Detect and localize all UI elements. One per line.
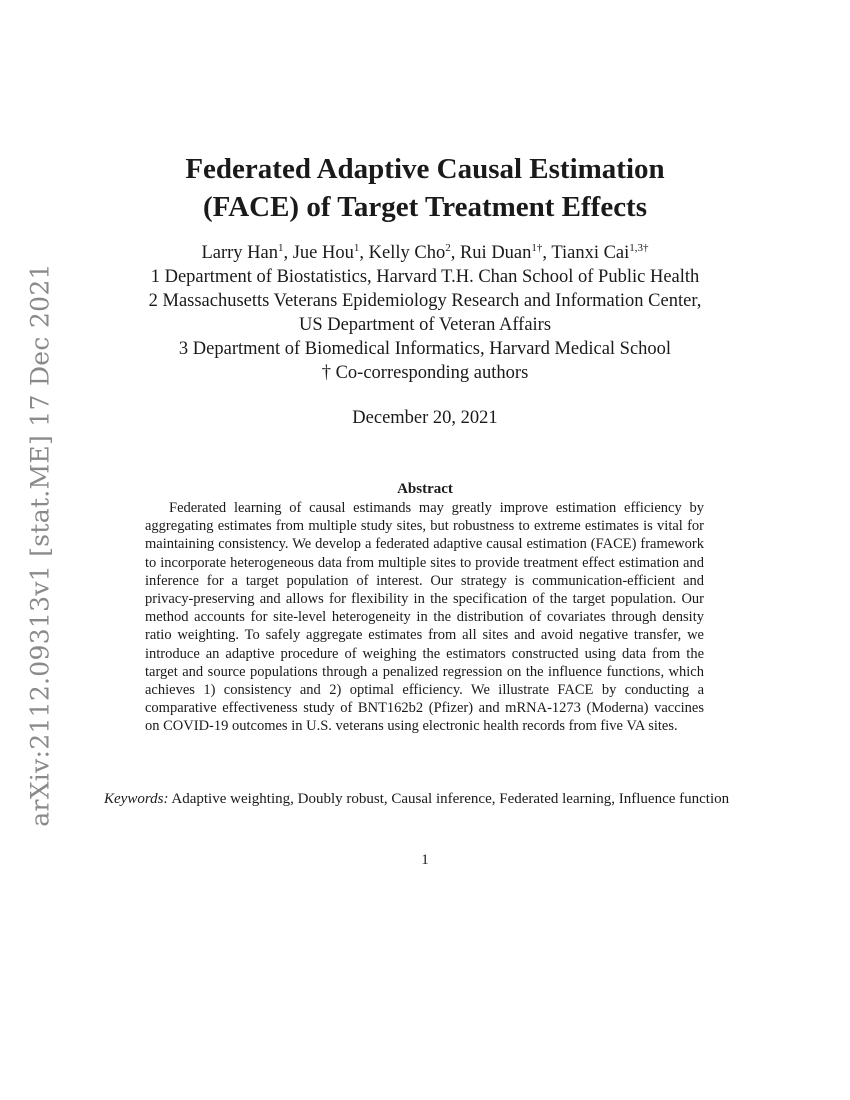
affiliation-2-line-1: 2 Massachusetts Veterans Epidemiology Research and Information Center, xyxy=(148,291,702,311)
keywords-label: Keywords: xyxy=(104,791,169,807)
title-line-2: (FACE) of Target Treatment Effects xyxy=(202,191,648,223)
abstract-body: Federated learning of causal estimands may greatly improve estimation efficiency by aggregating estimates from multiple study sites, but robustness to extreme estimates is vital for maintaining consistency. We develop a federated adaptive causal estimation (FACE) framework to incorporate heterogeneous data from multiple sites to provide treatment effect estimation and inference for a target population of interest. Our strategy is communication-efficient and privacy-preserving and allows for flexibility in the specification of the target population. Our method accounts for site-level heterogeneity in the distribution of covariates through density ratio weighting. To safely aggregate estimates from all sites and avoid negative transfer, we introduce an adaptive procedure of weighing the estimators constructed using data from the target and source populations through a penalized regression on the influence functions, which achieves 1) consistency and 2) optimal efficiency. We illustrate FACE by conducting a comparative effectiveness study of BNT162b2 (Pfizer) and mRNA-1273 (Moderna) vaccines on COVID-19 outcomes in U.S. veterans using electronic health records from five VA sites. xyxy=(145,500,704,735)
paper-title xyxy=(100,150,750,226)
author-separator: , xyxy=(283,243,293,263)
author-list xyxy=(60,241,790,265)
author-separator: , xyxy=(359,243,369,263)
author-separator: , xyxy=(450,243,460,263)
corresponding-author-note: † Co-corresponding authors xyxy=(321,363,529,383)
author-affiliation-mark: 2 xyxy=(445,242,451,254)
affiliation-2-line-2: US Department of Veteran Affairs xyxy=(298,315,552,335)
keywords-text: Adaptive weighting, Doubly robust, Causal inference, Federated learning, Influence function xyxy=(171,791,730,807)
abstract-heading: Abstract xyxy=(397,481,453,497)
author-name: Kelly Cho xyxy=(368,243,446,263)
author-separator: , xyxy=(542,243,552,263)
author-name: Tianxi Cai xyxy=(551,243,630,263)
keywords-section xyxy=(104,789,764,809)
author-affiliation-mark: 1,3† xyxy=(629,242,649,254)
page-number: 1 xyxy=(421,852,429,868)
arxiv-identifier-stamp: arXiv:2112.09313v1 [stat.ME] 17 Dec 2021 xyxy=(25,263,55,827)
author-block xyxy=(60,241,790,385)
publication-date: December 20, 2021 xyxy=(352,408,498,428)
affiliation-3: 3 Department of Biomedical Informatics, Harvard Medical School xyxy=(178,339,672,359)
author-name: Rui Duan xyxy=(459,243,532,263)
title-line-1: Federated Adaptive Causal Estimation xyxy=(185,153,665,185)
affiliation-1: 1 Department of Biostatistics, Harvard T.H. Chan School of Public Health xyxy=(150,267,700,287)
author-name: Jue Hou xyxy=(292,243,354,263)
author-affiliation-mark: 1 xyxy=(277,242,284,254)
author-affiliation-mark: 1 xyxy=(353,242,360,254)
author-name: Larry Han xyxy=(201,243,278,263)
author-affiliation-mark: 1† xyxy=(531,242,543,254)
